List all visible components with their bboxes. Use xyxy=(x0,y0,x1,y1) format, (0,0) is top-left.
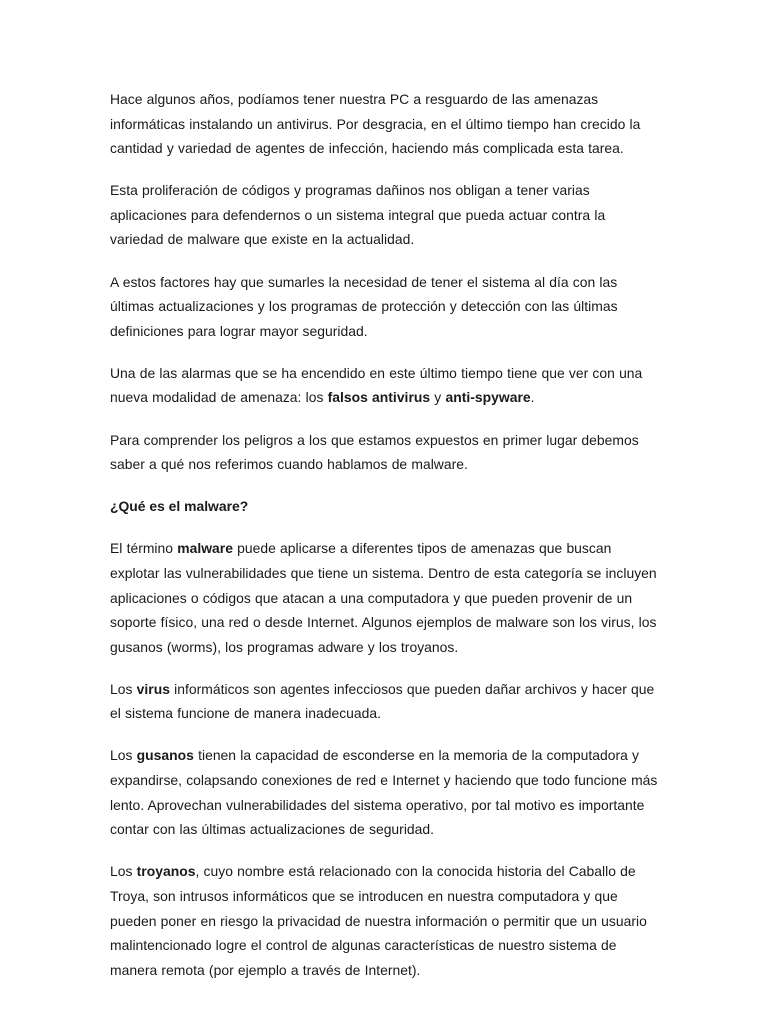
paragraph-virus: Los virus informáticos son agentes infecciosos que pueden dañar archivos y hacer que el sistema funcione de manera inadecuada. xyxy=(110,680,655,722)
bold-term: gusanos xyxy=(136,747,194,764)
document-page xyxy=(110,87,658,1000)
bold-term: anti-spyware xyxy=(445,389,531,406)
section-heading: ¿Qué es el malware? xyxy=(110,498,249,515)
bold-term: falsos antivirus xyxy=(327,389,431,406)
paragraph-understand: Para comprender los peligros a los que estamos expuestos en primer lugar debemos saber a qué nos referimos cuando hablamos de malware. xyxy=(110,431,639,473)
bold-term: troyanos xyxy=(136,863,196,880)
bold-term: malware xyxy=(177,540,233,557)
paragraph-intro: Hace algunos años, podíamos tener nuestra PC a resguardo de las amenazas informáticas instalando un antivirus. Por desgracia, en el último tiempo han crecido la cantidad y variedad de agentes de infección, haciendo más complicada esta tarea. xyxy=(110,91,641,157)
paragraph-proliferation: Esta proliferación de códigos y programas dañinos nos obligan a tener varias aplicaciones para defendernos o un sistema integral que pueda actuar contra la variedad de malware que existe en la actualidad. xyxy=(110,182,606,248)
paragraph-worms: Los gusanos tienen la capacidad de esconderse en la memoria de la computadora y expandirse, colapsando conexiones de red e Internet y haciendo que todo funcione más lento. Aprovechan vulnerabilidades del sistema operativo, por tal motivo es importante contar con las últimas actualizaciones de seguridad. xyxy=(110,747,658,838)
paragraph-malware-definition: El término malware puede aplicarse a diferentes tipos de amenazas que buscan explotar las vulnerabilidades que tiene un sistema. Dentro de esta categoría se incluyen aplicaciones o códigos que atacan a una computadora y que pueden provenir de un soporte físico, una red o desde Internet. Algunos ejemplos de malware son los virus, los gusanos (worms), los programas adware y los troyanos. xyxy=(110,540,657,655)
paragraph-alarms: Una de las alarmas que se ha encendido en este último tiempo tiene que ver con una nueva modalidad de amenaza: los falsos antivirus y anti-spyware. xyxy=(110,364,643,406)
bold-term: virus xyxy=(136,680,170,697)
paragraph-factors: A estos factores hay que sumarles la necesidad de tener el sistema al día con las últimas actualizaciones y los programas de protección y detección con las últimas definiciones para lograr mayor seguridad. xyxy=(110,273,618,339)
paragraph-trojans: Los troyanos, cuyo nombre está relacionado con la conocida historia del Caballo de Troya, son intrusos informáticos que se introducen en nuestra computadora y que pueden poner en riesgo la privacidad de nuestra información o permitir que un usuario malintencionado logre el control de algunas características de nuestro sistema de manera remota (por ejemplo a través de Internet). xyxy=(110,863,647,978)
